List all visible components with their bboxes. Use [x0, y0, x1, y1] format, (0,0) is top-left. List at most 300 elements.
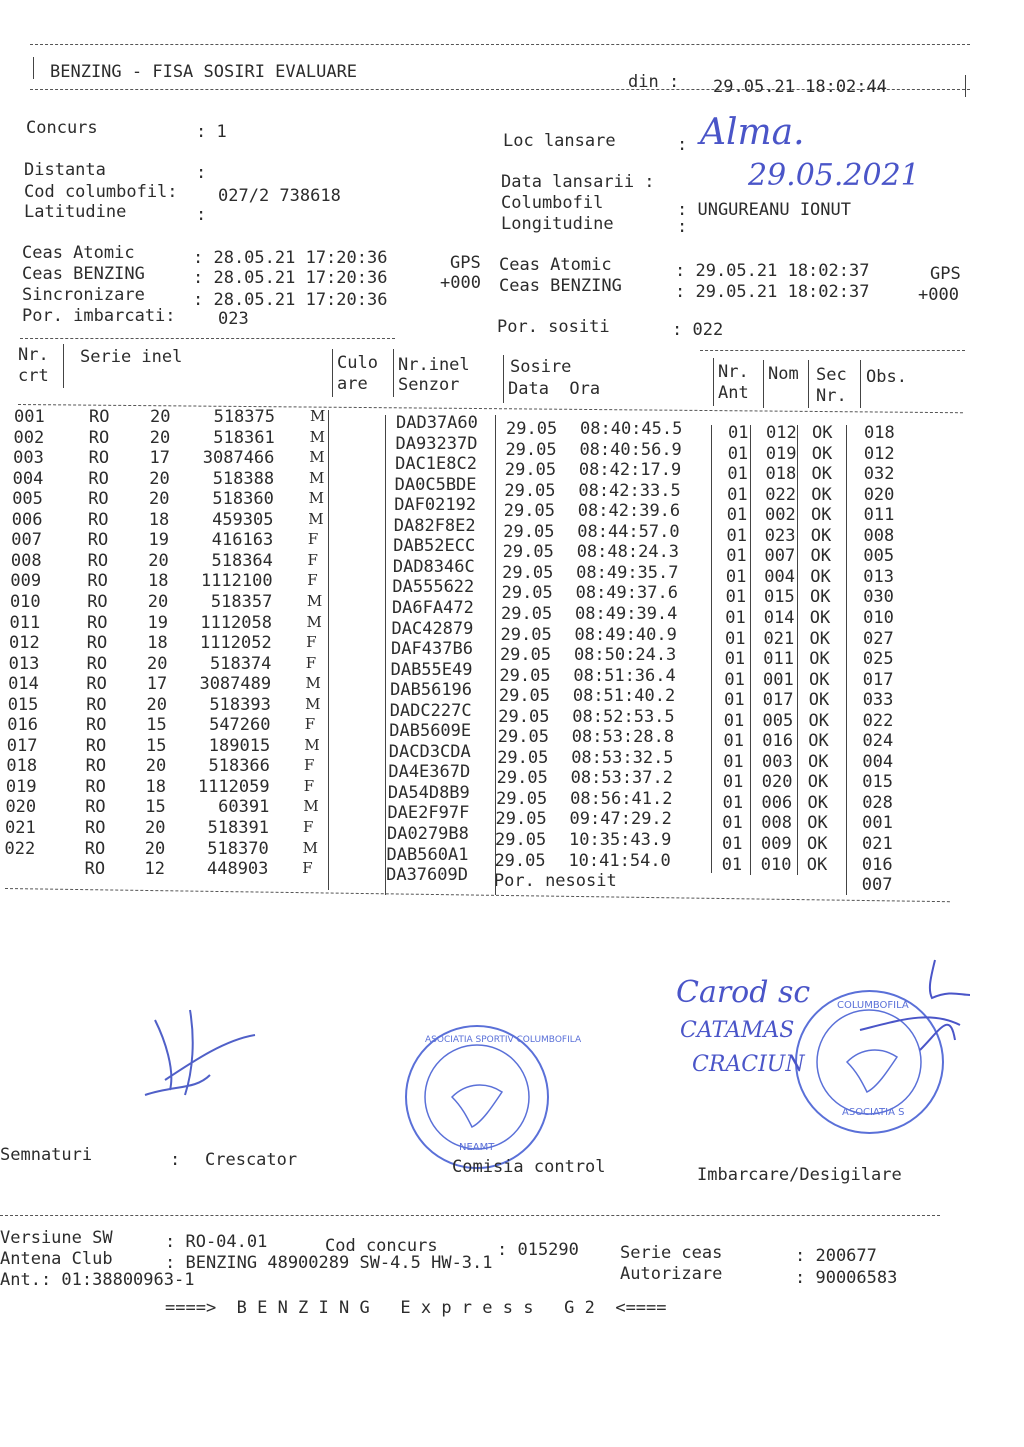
cell-time: 10:41:54.0: [568, 850, 671, 871]
cell-sex: F: [304, 715, 316, 734]
cell-nom: 020: [761, 772, 793, 793]
cell-sensor: DAC42879: [391, 618, 474, 639]
cell-ant: 01: [725, 607, 746, 628]
longitudine-value: :: [677, 217, 688, 237]
cell-nom: 012: [766, 423, 797, 443]
cell-year: 20: [145, 756, 167, 777]
cell-nom: 005: [762, 710, 794, 731]
cell-sec: OK: [810, 546, 831, 567]
cell-sensor: DA0C5BDE: [394, 474, 477, 495]
cell-year: 20: [149, 468, 170, 489]
cell-country: RO: [87, 612, 108, 633]
left-benzing-suffix: +000: [440, 273, 481, 293]
antena-label: Antena Club: [0, 1249, 113, 1269]
cell-obs: 021: [862, 834, 893, 854]
cell-ant: 01: [723, 710, 745, 731]
cell-obs: 020: [863, 484, 895, 505]
cell-nr: 013: [8, 653, 40, 674]
cell-nr: 001: [14, 407, 45, 427]
cell-sex: M: [308, 468, 325, 487]
loc-label: Loc lansare: [503, 131, 616, 151]
concurs-label: Concurs: [26, 118, 98, 138]
cell-year: 20: [147, 653, 168, 674]
cell-ring: 1112052: [200, 633, 272, 654]
cell-obs: 016: [861, 854, 893, 875]
cell-ant: 01: [722, 813, 743, 834]
cell-country: RO: [87, 550, 109, 571]
cell-ring: 1112059: [197, 776, 270, 797]
cell-nr: 011: [9, 612, 41, 633]
cell-date: 29.05: [498, 706, 550, 727]
data-lansarii-handwritten: 29.05.2021: [748, 158, 920, 193]
cell-year: 18: [147, 633, 168, 654]
th-are: are: [337, 374, 368, 394]
cell-year: 20: [148, 550, 169, 571]
cell-ant: 01: [724, 690, 745, 711]
cell-sec: OK: [811, 464, 832, 485]
cell-country: RO: [86, 674, 107, 695]
cell-obs: 011: [863, 505, 895, 526]
data-lansarii-label: Data lansarii :: [501, 172, 655, 192]
cell-nom: 023: [764, 525, 796, 546]
cell-time: 08:40:56.9: [579, 439, 682, 460]
cell-country: RO: [85, 756, 107, 777]
cell-sec: OK: [808, 731, 829, 752]
cell-date: 29.05: [503, 521, 555, 542]
cell-sec: OK: [809, 628, 830, 649]
cell-sec: OK: [810, 566, 831, 587]
th-nr: Nr.: [18, 345, 49, 365]
cell-sec: OK: [811, 443, 833, 464]
cell-nom: 016: [762, 731, 793, 752]
right-benzing-label: Ceas BENZING: [499, 276, 622, 296]
left-benzing-value: : 28.05.21 17:20:36: [193, 268, 388, 288]
concurs-value: : 1: [196, 122, 227, 142]
cell-nr: 008: [10, 550, 42, 571]
cell-nom: 003: [762, 751, 793, 772]
cell-sex: M: [308, 509, 324, 528]
table-row: [0, 859, 1000, 896]
cell-country: RO: [88, 509, 109, 530]
cell-obs: 007: [861, 875, 893, 896]
loc-colon: :: [677, 135, 688, 155]
cell-year: 18: [148, 509, 170, 530]
brand-line: ====> B E N Z I N G E x p r e s s G 2 <====: [165, 1298, 667, 1318]
cell-year: 17: [146, 674, 168, 695]
cell-sensor: DAB560A1: [386, 844, 469, 865]
cell-year: 17: [149, 448, 170, 469]
cell-obs: 032: [863, 464, 895, 485]
cell-obs: 027: [863, 628, 894, 649]
cell-country: RO: [89, 407, 110, 427]
cell-nr: 010: [9, 591, 41, 612]
cell-country: RO: [85, 818, 106, 838]
cell-year: 19: [147, 612, 168, 633]
cell-ant: 01: [725, 566, 747, 587]
cell-obs: 012: [863, 443, 895, 464]
cell-date: 29.05: [498, 686, 551, 707]
cell-nr: 006: [11, 509, 43, 530]
cell-sec: OK: [811, 484, 832, 505]
imbarcare-label: Imbarcare/Desigilare: [697, 1165, 902, 1185]
cell-sex: M: [306, 591, 323, 610]
cell-nom: 011: [763, 649, 794, 670]
cell-sensor: DA4E367D: [388, 762, 471, 783]
cell-ant: 01: [725, 628, 746, 649]
cell-ring: 518374: [209, 653, 272, 674]
right-atomic-suffix: GPS: [930, 264, 961, 284]
cell-obs: 017: [862, 669, 894, 690]
cell-sex: M: [303, 797, 319, 816]
th-serie: Serie inel: [80, 347, 183, 367]
hand-name-1: Carod sc: [676, 975, 811, 1010]
cell-year: 19: [148, 530, 169, 551]
cell-year: 18: [148, 571, 169, 592]
th-nr-ant: Nr.: [718, 362, 749, 382]
semnaturi-label: Semnaturi: [0, 1145, 93, 1165]
cell-date: 29.05: [502, 562, 554, 583]
latitudine-label: Latitudine: [24, 202, 127, 222]
cell-time: 08:42:39.6: [577, 501, 681, 522]
cell-ring: 1112100: [200, 571, 273, 592]
cell-ring: 518360: [212, 489, 274, 510]
cell-country: RO: [85, 735, 107, 756]
cell-date: 29.05: [505, 439, 557, 460]
cell-country: RO: [86, 694, 107, 715]
control-signature: [840, 950, 990, 1080]
th-data-ora: Data Ora: [508, 379, 601, 399]
cell-sec: OK: [809, 649, 830, 670]
cell-ant: 01: [724, 649, 746, 670]
cell-year: 15: [146, 735, 167, 756]
left-atomic-label: Ceas Atomic: [22, 243, 135, 263]
cod-value: 027/2 738618: [218, 186, 341, 206]
cell-obs: 022: [862, 710, 894, 731]
columbofil-label: Columbofil: [501, 193, 604, 213]
cell-ant: 01: [721, 854, 743, 875]
imbarcati-label: Por. imbarcati:: [22, 306, 176, 326]
sync-value: : 28.05.21 17:20:36: [193, 290, 388, 310]
cell-sensor: DAD8346C: [392, 556, 475, 577]
cell-year: 20: [144, 838, 166, 859]
cell-sensor: DA37609D: [386, 865, 468, 886]
cell-time: 08:40:45.5: [580, 419, 683, 439]
cell-sex: F: [307, 530, 319, 549]
cell-year: 20: [147, 591, 169, 612]
cell-time: 08:49:40.9: [574, 624, 677, 645]
cell-date: 29.05: [499, 665, 551, 686]
cell-nr: 004: [12, 468, 44, 489]
left-benzing-label: Ceas BENZING: [22, 264, 145, 284]
cell-ring: 459305: [212, 509, 274, 530]
cell-time: 08:51:40.2: [572, 686, 676, 707]
th-culo: Culo: [337, 353, 378, 373]
cell-time: 08:51:36.4: [573, 665, 676, 686]
cell-sensor: DAB5609E: [389, 721, 472, 742]
cell-sensor: DAB52ECC: [393, 536, 476, 557]
cell-time: 10:35:43.9: [569, 830, 672, 850]
right-atomic-label: Ceas Atomic: [499, 255, 612, 275]
cell-obs: 018: [864, 423, 895, 443]
serie-ceas-value: : 200677: [795, 1246, 877, 1266]
serie-ceas-label: Serie ceas: [620, 1243, 723, 1263]
ant-label: Ant.: 01:38800963-1: [0, 1270, 195, 1290]
th-nrinel: Nr.inel: [398, 355, 470, 375]
cell-sensor: DAE2F97F: [387, 803, 470, 824]
cell-obs: 004: [862, 751, 894, 772]
cod-concurs-value: : 015290: [497, 1240, 579, 1260]
th-sec-nr: Nr.: [816, 386, 847, 406]
cell-date: 29.05: [502, 542, 554, 563]
cell-obs: 005: [863, 546, 895, 567]
cell-sex: F: [303, 776, 315, 795]
sositi-value: : 022: [672, 320, 724, 340]
versiune-value: : RO-04.01: [165, 1232, 268, 1252]
cell-time: 08:56:41.2: [570, 788, 673, 809]
cell-sensor: DAF437B6: [391, 639, 473, 660]
cell-date: 29.05: [501, 583, 553, 604]
cell-sex: F: [304, 756, 315, 775]
cell-sec: OK: [808, 751, 829, 772]
cell-sec: OK: [807, 834, 828, 854]
cod-concurs-label: Cod concurs: [325, 1236, 438, 1256]
cell-sex: M: [309, 427, 325, 446]
cell-nom: 018: [765, 464, 797, 485]
cell-nr: 017: [6, 735, 38, 756]
crescator-signature: [135, 1000, 265, 1110]
cell-ring: 416163: [211, 530, 274, 551]
distanta-value: :: [196, 163, 207, 183]
cell-date: 29.05: [497, 747, 549, 768]
versiune-label: Versiune SW: [0, 1228, 113, 1248]
loc-handwritten: Alma.: [700, 112, 805, 153]
cell-nom: 019: [765, 443, 797, 464]
cell-obs: 015: [862, 772, 894, 793]
cell-date: 29.05: [504, 480, 556, 501]
cell-sex: M: [306, 612, 322, 631]
cell-ring: 1112058: [200, 612, 272, 633]
cell-sensor: DA6FA472: [391, 597, 474, 618]
cell-time: 08:42:33.5: [578, 480, 681, 501]
cell-ant: 01: [723, 731, 744, 752]
cell-country: RO: [84, 859, 106, 880]
cell-country: RO: [84, 838, 106, 859]
cell-ring: 518388: [212, 468, 275, 489]
cell-ring: 518370: [207, 838, 269, 859]
cell-time: 08:49:35.7: [576, 562, 679, 583]
cell-date: 29.05: [506, 419, 558, 439]
cell-obs: 024: [862, 731, 894, 752]
cell-ring: 3087466: [202, 448, 275, 469]
cell-sex: F: [302, 859, 313, 878]
cell-country: RO: [85, 776, 106, 797]
cell-sensor: DAD37A60: [396, 413, 478, 433]
cell-date: 29.05: [495, 830, 547, 850]
cell-time: 08:53:37.2: [570, 768, 673, 789]
sync-label: Sincronizare: [22, 285, 145, 305]
cell-date: 29.05: [503, 501, 555, 522]
cell-nom: 001: [763, 669, 794, 690]
cell-sensor: DA82F8E2: [393, 515, 476, 536]
stamp-neamt-text: ASOCIATIA SPORTIV COLUMBOFILA: [425, 1035, 582, 1045]
cell-sec: OK: [807, 813, 828, 834]
cell-ring: 518361: [213, 427, 275, 448]
cell-sensor: DA93237D: [395, 433, 478, 454]
right-benzing-value: : 29.05.21 18:02:37: [675, 282, 870, 302]
cell-nr: 016: [7, 715, 38, 736]
cell-nr: 007: [11, 530, 43, 551]
cell-ring: 547260: [209, 715, 271, 736]
cell-year: 20: [145, 818, 166, 838]
cell-obs: 025: [862, 649, 894, 670]
cell-date: 29.05: [501, 603, 553, 624]
cell-ring: 518393: [209, 694, 271, 715]
cell-date: 29.05: [500, 624, 552, 645]
cell-sensor: DAC1E8C2: [395, 454, 477, 475]
cell-nom: 008: [761, 813, 792, 834]
cell-sensor: DA54D8B9: [387, 782, 470, 803]
cell-ring: 60391: [218, 797, 270, 818]
cell-date: 29.05: [499, 645, 552, 666]
cell-time: 08:42:17.9: [578, 460, 682, 481]
cell-obs: 001: [862, 813, 893, 834]
stamp-right-bottom: ASOCIATIA S: [842, 1107, 905, 1118]
autorizare-label: Autorizare: [620, 1264, 723, 1284]
cell-nr: 012: [9, 633, 40, 654]
cell-year: 15: [146, 715, 167, 736]
th-crt: crt: [18, 366, 49, 386]
cell-country: RO: [86, 653, 108, 674]
cell-country: RO: [87, 571, 108, 592]
date-label: din :: [628, 72, 680, 92]
cell-ring: 518391: [207, 818, 269, 838]
cell-nr: 009: [10, 571, 42, 592]
cell-country: RO: [88, 427, 110, 448]
cell-sensor: DA555622: [392, 577, 475, 598]
cell-sex: F: [307, 550, 318, 569]
cell-nom: 021: [763, 628, 795, 649]
cell-ant: 01: [726, 525, 747, 546]
cell-ring: 448903: [206, 859, 269, 880]
cell-sensor: DAB56196: [390, 680, 473, 701]
cell-time: 09:47:29.2: [569, 809, 672, 830]
cell-sec: OK: [809, 669, 830, 690]
cell-country: RO: [87, 591, 108, 612]
cell-nom: 015: [764, 587, 795, 608]
cell-country: RO: [88, 468, 109, 489]
cell-ant: 01: [722, 772, 744, 793]
cell-nr: 021: [5, 818, 36, 838]
cell-nom: 014: [763, 607, 795, 628]
hand-name-3: CRACIUN: [692, 1052, 805, 1077]
cell-sex: F: [303, 818, 314, 836]
cell-ant: 01: [722, 834, 743, 854]
th-sec: Sec: [816, 365, 847, 385]
antena-value: : BENZING 48900289 SW-4.5 HW-3.1: [165, 1253, 493, 1273]
cell-date: 29.05: [504, 460, 557, 481]
cell-obs: 028: [862, 792, 893, 813]
cell-ant: 01: [725, 587, 747, 608]
left-atomic-suffix: GPS: [450, 253, 481, 273]
cell-year: 20: [149, 427, 171, 448]
cell-date: 29.05: [496, 788, 548, 809]
cell-sex: M: [305, 674, 321, 693]
cell-country: RO: [85, 797, 106, 818]
cell-ant: 01: [726, 505, 748, 526]
cell-date: 29.05: [497, 727, 549, 748]
cell-ant: 01: [727, 464, 748, 485]
cell-nr: 020: [5, 797, 37, 818]
cell-nom: 017: [762, 690, 794, 711]
cell-time: 08:50:24.3: [573, 645, 677, 666]
cell-sec: OK: [808, 690, 830, 711]
cell-nom: 004: [764, 566, 795, 587]
cell-nr: 002: [13, 427, 45, 448]
semnaturi-colon: :: [170, 1150, 181, 1170]
cell-sensor: DAF02192: [394, 495, 477, 516]
comisia-label: Comisia control: [452, 1157, 606, 1177]
cell-sec: OK: [806, 854, 828, 875]
th-ant: Ant: [718, 383, 749, 403]
cell-nom: 022: [765, 484, 796, 505]
cell-ring: 518375: [213, 407, 275, 427]
cell-ant: 01: [727, 484, 748, 505]
cell-ant: 01: [728, 423, 749, 443]
cell-nr: 022: [4, 838, 36, 859]
cell-ant: 01: [726, 546, 747, 567]
cell-ring: 518366: [208, 756, 270, 777]
cell-country: RO: [88, 489, 109, 510]
right-atomic-value: : 29.05.21 18:02:37: [675, 261, 870, 281]
cell-year: 12: [144, 859, 165, 880]
cell-time: 08:49:39.4: [575, 603, 678, 624]
report-title: BENZING - FISA SOSIRI EVALUARE: [50, 62, 358, 82]
cell-ring: 3087489: [199, 674, 272, 695]
cell-time: 08:53:28.8: [571, 727, 675, 748]
hand-name-2: CATAMAS: [680, 1018, 795, 1043]
cell-ant: 01: [723, 751, 744, 772]
cell-nr: 005: [12, 489, 43, 510]
cell-sensor: DA0279B8: [387, 824, 469, 844]
stamp-neamt-bottom: NEAMT: [459, 1142, 495, 1153]
cell-sensor: DACD3CDA: [388, 741, 471, 762]
cell-sec: OK: [809, 607, 831, 628]
sositi-label: Por. sositi: [497, 317, 610, 337]
cell-year: 20: [149, 489, 170, 510]
cell-year: 20: [150, 407, 171, 427]
cell-ant: 01: [724, 669, 745, 690]
cell-sex: M: [309, 448, 325, 467]
cell-obs: 008: [863, 525, 895, 546]
columbofil-value: : UNGUREANU IONUT: [677, 200, 851, 220]
right-benzing-suffix: +000: [918, 285, 959, 305]
cell-nr: 014: [8, 674, 39, 695]
crescator-label: Crescator: [205, 1150, 298, 1170]
cell-time: 08:49:37.6: [575, 583, 678, 604]
cell-time: 08:44:57.0: [577, 521, 680, 542]
distanta-label: Distanta: [24, 160, 106, 180]
cell-sec: OK: [808, 710, 829, 731]
cell-country: RO: [86, 633, 108, 654]
stamp-right-top: COLUMBOFILA: [837, 1000, 909, 1011]
cell-sex: M: [302, 838, 318, 857]
cell-obs: 033: [862, 690, 894, 711]
cell-year: 18: [145, 776, 166, 797]
cell-sec: OK: [807, 772, 829, 793]
cell-ant: 01: [722, 792, 744, 813]
th-nom: Nom: [768, 364, 799, 384]
cell-sex: F: [305, 653, 317, 672]
